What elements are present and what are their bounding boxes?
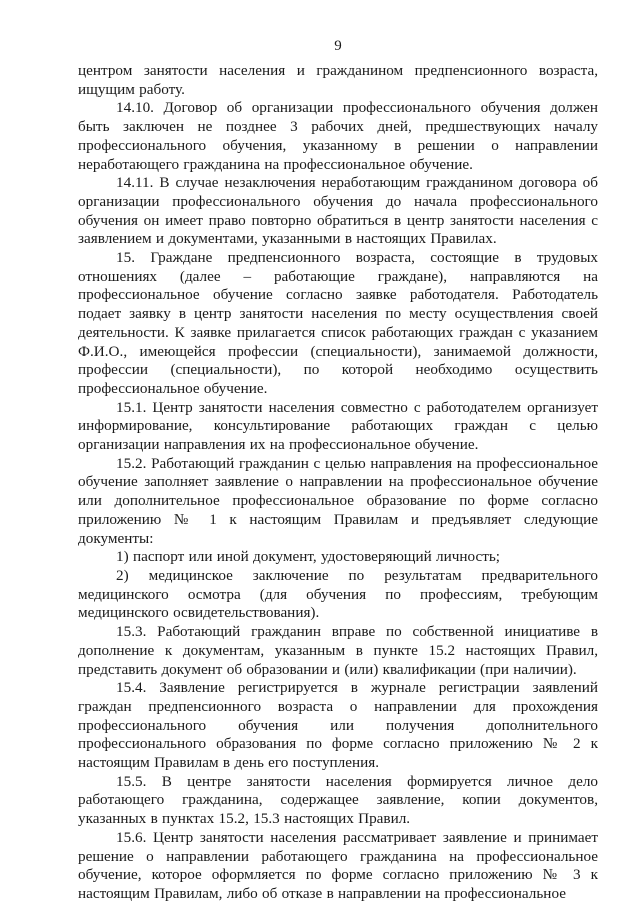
paragraph-14-11: 14.11. В случае незаключения неработающим гражданином договора об организации профессионального обучения до начала профессионального обучения он имеет право повторно обратиться в центр занятости населения с заявлением и документами, указанными в настоящих Правилах. — [78, 174, 598, 248]
paragraph-15-2: 15.2. Работающий гражданин с целью направления на профессиональное обучение заполняет заявление о направлении на профессиональное обучение или дополнительное профессиональное образование по форме согласно приложению № 1 к настоящим Правилам и предъявляет следующие документы: — [78, 454, 598, 547]
paragraph-15-1: 15.1. Центр занятости населения совместно с работодателем организует информирование, консультирование работающих граждан с целью организации направления их на профессиональное обучение. — [78, 398, 598, 454]
list-item-1: 1) паспорт или иной документ, удостоверяющий личность; — [116, 548, 501, 566]
paragraph-15-6: 15.6. Центр занятости населения рассматривает заявление и принимает решение о направлении работающего гражданина на профессиональное обучение, которое оформляется по форме согласно приложению № 3 к настоящим Правилам, либо об отказе в направлении на профессиональное — [78, 828, 598, 902]
paragraph-15-3: 15.3. Работающий гражданин вправе по собственной инициативе в дополнение к документам, указанным в пункте 15.2 настоящих Правил, представить документ об образовании и (или) квалификации (при наличии). — [78, 623, 598, 678]
paragraph-15-4: 15.4. Заявление регистрируется в журнале регистрации заявлений граждан предпенсионного возраста о направлении для прохождения профессионального обучения или получения дополнительного профессионального образования по форме согласно приложению № 2 к настоящим Правилам в день его поступления. — [78, 679, 598, 772]
paragraph-15-5: 15.5. В центре занятости населения формируется личное дело работающего гражданина, содержащее заявление, копии документов, указанных в пунктах 15.2, 15.3 настоящих Правил. — [78, 772, 598, 828]
list-item-2: 2) медицинское заключение по результатам предварительного медицинского осмотра (для обучения по профессиям, требующим медицинского освидетельствования). — [78, 566, 598, 622]
page-number: 9 — [334, 38, 342, 54]
paragraph-14-9-continuation: центром занятости населения и гражданином предпенсионного возраста, ищущим работу. — [78, 62, 598, 98]
paragraph-15: 15. Граждане предпенсионного возраста, состоящие в трудовых отношениях (далее – работающие граждане), направляются на профессиональное обучение согласно заявке работодателя. Работодатель подает заявку в центр занятости населения по месту осуществления своей деятельности. К заявке прилагается список работающих граждан с указанием Ф.И.О., имеющейся профессии (специальности), занимаемой должности, профессии (специальности), по которой необходимо осуществить профессиональное обучение. — [78, 249, 598, 397]
paragraph-14-10: 14.10. Договор об организации профессионального обучения должен быть заключен не позднее 3 рабочих дней, предшествующих началу профессионального обучения, указанному в решении о направлении неработающего гражданина на профессиональное обучение. — [78, 99, 598, 173]
